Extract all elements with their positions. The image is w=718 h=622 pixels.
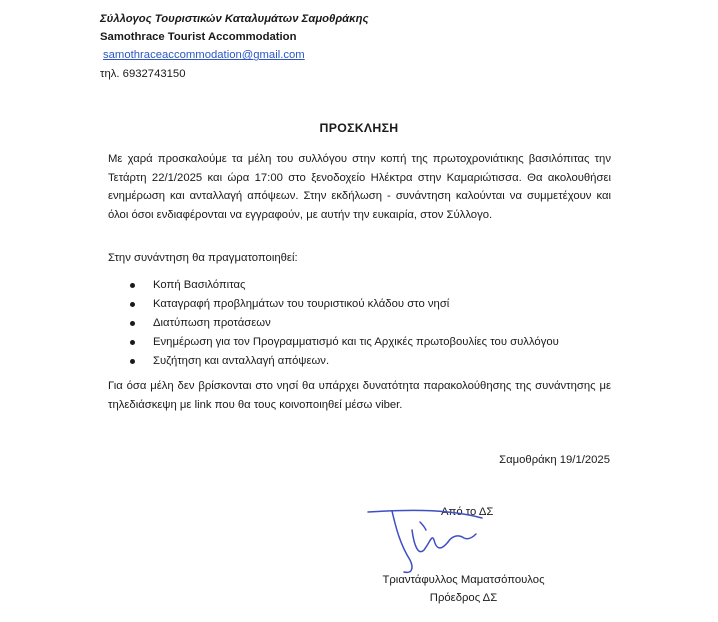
from-board: Από το ΔΣ: [441, 506, 494, 518]
agenda-item: Διατύπωση προτάσεων: [130, 314, 559, 333]
signer-role: Πρόεδρος ΔΣ: [429, 592, 498, 604]
letterhead: [100, 10, 369, 83]
email-link[interactable]: samothraceaccommodation@gmail.com: [103, 49, 305, 62]
agenda-item: Καταγραφή προβλημάτων του τουριστικού κλάδου στο νησί: [130, 295, 559, 314]
signer-block: [365, 571, 562, 607]
document-title: ΠΡΟΣΚΛΗΣΗ: [319, 121, 399, 135]
signer-name: Τριαντάφυλλος Μαματσόπουλος: [382, 574, 545, 586]
phone-number: τηλ. 6932743150: [100, 67, 186, 80]
org-name-english: Samothrace Tourist Accommodation: [100, 31, 297, 44]
document-date: Σαμοθράκη 19/1/2025: [499, 454, 610, 466]
agenda-item: Κοπή Βασιλόπιτας: [130, 276, 559, 295]
remote-attendance-paragraph: Για όσα μέλη δεν βρίσκονται στο νησί θα υπάρχει δυνατότητα παρακολούθησης της συνάντησης με τηλεδιάσκεψη με link που θα τους κοινοποιηθεί μέσω viber.: [108, 380, 611, 411]
agenda-item: Ενημέρωση για τον Προγραμματισμό και τις Αρχικές πρωτοβουλίες του συλλόγου: [130, 333, 559, 352]
agenda-intro: Στην συνάντηση θα πραγματοποιηθεί:: [108, 252, 298, 264]
agenda-list: [130, 276, 559, 371]
handwritten-signature: [360, 500, 490, 582]
org-name-greek: Σύλλογος Τουριστικών Καταλυμάτων Σαμοθράκης: [100, 13, 369, 25]
invitation-paragraph: Με χαρά προσκαλούμε τα μέλη του συλλόγου στην κοπή της πρωτοχρονιάτικης βασιλόπιτας την Τετάρτη 22/1/2025 και ώρα 17:00 στο ξενοδοχείο Ηλέκτρα στην Καμαριώτισσα. Θα ακολουθήσει ενημέρωση και ανταλλαγή απόψεων. Στην εκδήλωση - συνάντηση καλούνται να συμμετέχουν και όλοι όσοι ενδιαφέρονται να εγγραφούν, με αυτήν την ευκαιρία, στον Σύλλογο.: [108, 153, 611, 221]
agenda-item: Συζήτηση και ανταλλαγή απόψεων.: [130, 352, 559, 371]
